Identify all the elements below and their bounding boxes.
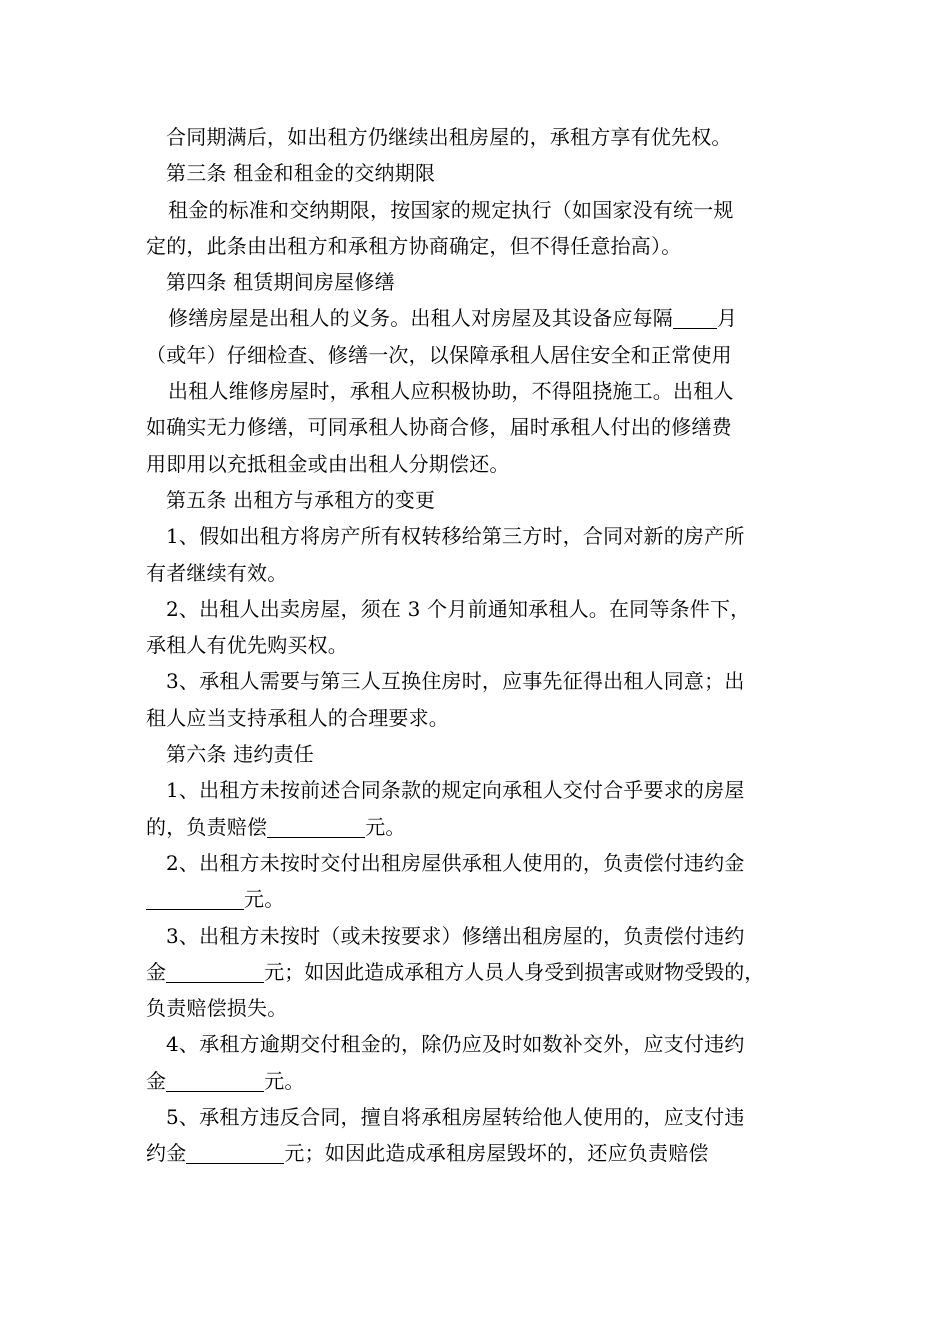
text-line: 负责赔偿损失。: [146, 996, 288, 1021]
clause-6-3-cont2: [146, 990, 808, 1026]
paragraph-rent-standard-cont: [146, 228, 808, 264]
text-line: 用即用以充抵租金或由出租人分期偿还。: [146, 451, 510, 476]
text-line: 出租人维修房屋时，承租人应积极协助，不得阻挠施工。出租人: [168, 379, 734, 404]
paragraph-renewal-priority: [146, 119, 808, 155]
text-line: 2、出租人出卖房屋，须在 3 个月前通知承租人。在同等条件下，: [166, 596, 751, 621]
clause-5-1: [146, 518, 808, 554]
text-line: 元。: [365, 814, 406, 839]
text-line: 金: [146, 959, 167, 984]
clause-5-3: [146, 663, 808, 699]
clause-6-3: [146, 918, 808, 954]
clause-5-1-cont: [146, 555, 808, 591]
text-line: 的，负责赔偿: [146, 814, 268, 839]
article-3-heading: [146, 155, 808, 191]
text-line: 月: [717, 306, 738, 331]
clause-6-1-cont: [146, 809, 808, 845]
document-page: [146, 119, 808, 1172]
text-line: 1、假如出租方将房产所有权转移给第三方时，合同对新的房产所: [166, 524, 745, 549]
clause-5-2-cont: [146, 627, 808, 663]
heading-text: 第六条 违约责任: [166, 742, 314, 767]
blank-field: [166, 962, 264, 983]
clause-6-1: [146, 772, 808, 808]
text-line: 租金的标准和交纳期限，按国家的规定执行（如国家没有统一规: [168, 197, 734, 222]
text-line: 承租人有优先购买权。: [146, 633, 348, 658]
text-line: 约金: [146, 1141, 187, 1166]
blank-field: [146, 889, 244, 910]
text-line: 修缮房屋是出租人的义务。出租人对房屋及其设备应每隔: [168, 306, 673, 331]
clause-6-4: [146, 1026, 808, 1062]
text-line: 合同期满后，如出租方仍继续出租房屋的，承租方享有优先权。: [166, 125, 732, 149]
text-line: 元。: [264, 1068, 305, 1093]
article-6-heading: [146, 736, 808, 772]
clause-6-5: [146, 1099, 808, 1135]
text-line: 2、出租方未按时交付出租房屋供承租人使用的，负责偿付违约金: [166, 850, 745, 875]
heading-text: 第四条 租赁期间房屋修缮: [166, 270, 395, 295]
text-line: 元；如因此造成承租方人员人身受到损害或财物受毁的，: [264, 959, 765, 984]
article-4-heading: [146, 264, 808, 300]
clause-5-3-cont: [146, 700, 808, 736]
text-line: 金: [146, 1068, 167, 1093]
text-line: 1、出租方未按前述合同条款的规定向承租人交付合乎要求的房屋: [166, 778, 745, 803]
paragraph-rent-standard: [146, 192, 808, 228]
clause-6-5-cont: [146, 1135, 808, 1171]
text-line: （或年）仔细检查、修缮一次，以保障承租人居住安全和正常使用: [146, 342, 732, 367]
text-line: 元；如因此造成承租房屋毁坏的，还应负责赔偿: [284, 1141, 709, 1166]
article-5-heading: [146, 482, 808, 518]
paragraph-repair-duty-cont: [146, 337, 808, 373]
heading-text: 第五条 出租方与承租方的变更: [166, 487, 436, 512]
clause-6-4-cont: [146, 1063, 808, 1099]
text-line: 3、承租人需要与第三人互换住房时，应事先征得出租人同意；出: [166, 669, 745, 694]
text-line: 元。: [244, 887, 285, 912]
heading-text: 第三条 租金和租金的交纳期限: [166, 161, 436, 186]
clause-6-2-cont: [146, 881, 808, 917]
text-line: 有者继续有效。: [146, 560, 288, 585]
blank-field: [166, 1071, 264, 1092]
text-line: 租人应当支持承租人的合理要求。: [146, 705, 449, 730]
blank-field: [267, 817, 365, 838]
clause-6-3-cont: [146, 954, 808, 990]
text-line: 5、承租方违反合同，擅自将承租房屋转给他人使用的，应支付违: [166, 1105, 745, 1130]
blank-field: [673, 308, 717, 329]
text-line: 3、出租方未按时（或未按要求）修缮出租房屋的，负责偿付违约: [166, 923, 745, 948]
clause-5-2: [146, 591, 808, 627]
text-line: 如确实无力修缮，可同承租人协商合修，届时承租人付出的修缮费: [146, 415, 732, 440]
text-line: 4、承租方逾期交付租金的，除仍应及时如数补交外，应支付违约: [166, 1032, 745, 1057]
clause-6-2: [146, 845, 808, 881]
paragraph-repair-cooperation-cont: [146, 409, 808, 445]
blank-field: [186, 1143, 284, 1164]
text-line: 定的，此条由出租方和承租方协商确定，但不得任意抬高）。: [146, 233, 682, 258]
paragraph-repair-cooperation-cont2: [146, 446, 808, 482]
paragraph-repair-duty: [146, 300, 808, 336]
paragraph-repair-cooperation: [146, 373, 808, 409]
